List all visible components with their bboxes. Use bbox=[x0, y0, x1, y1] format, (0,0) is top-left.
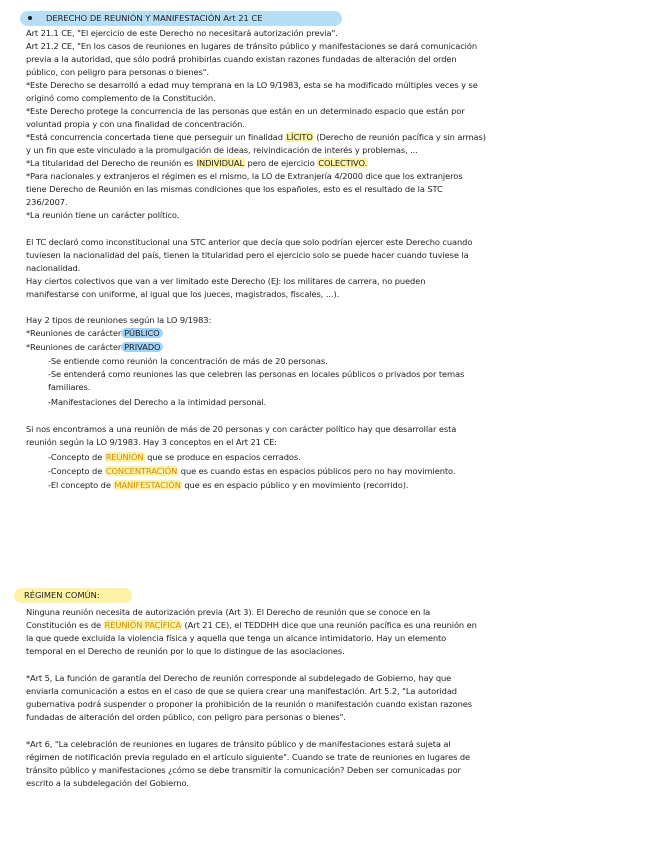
regimen-text: Constitución es de bbox=[26, 620, 101, 630]
intro-line-12: *Para nacionales y extranjeros el régimen es el mismo, la LO de Extranjería 4/2000 dice que los extranjeros bbox=[26, 171, 463, 181]
intro-line-5: *Este Derecho se desarrolló a edad muy temprana en la LO 9/1983, esta se ha modificado múltiples veces y se bbox=[26, 80, 478, 90]
tc-line-4: Hay ciertos colectivos que van a ver limitado este Derecho (EJ: los militares de carrera, no pueden bbox=[26, 276, 426, 286]
conceptos-line-5 bbox=[48, 479, 408, 492]
conceptos-text: que es en espacio público y en movimiento (recorrido). bbox=[184, 480, 409, 490]
intro-line-7: *Este Derecho protege la concurrencia de las personas que están en un determinado espacio que están por bbox=[26, 106, 465, 116]
tipos-line-7: -Manifestaciones del Derecho a la intimidad personal. bbox=[48, 397, 267, 407]
highlight-concentracion: CONCENTRACIÓN bbox=[105, 466, 178, 476]
regimen-line-3: la que quede excluida la violencia física y aquella que tenga un alcance intimidatorio. Hay un elemento bbox=[26, 633, 447, 643]
conceptos-line-1: Si nos encontramos a una reunión de más de 20 personas y con carácter político hay que desarrollar esta bbox=[26, 424, 457, 434]
regimen-highlight bbox=[14, 588, 132, 603]
regimen-line-7: gubernativa podrá suspender o proponer la prohibición de la reunión o manifestación cuando existan razones bbox=[26, 699, 473, 709]
highlight-manifestacion: MANIFESTACIÓN bbox=[114, 480, 181, 490]
conceptos-line-3 bbox=[48, 451, 301, 464]
regimen-line-2 bbox=[26, 619, 477, 632]
tipos-text: *Reuniones de carácter bbox=[26, 342, 122, 352]
conceptos-line-2: reunión según la LO 9/1983. Hay 3 conceptos en el Art 21 CE: bbox=[26, 437, 277, 447]
highlight-licito: LÍCITO bbox=[286, 132, 313, 142]
intro-line-10: y un fin que este vinculado a la promulgación de ideas, reivindicación de interés y problemas, ... bbox=[26, 145, 418, 155]
tc-line-1: El TC declaró como inconstitucional una STC anterior que decía que solo podrían ejercer este Derecho cuando bbox=[26, 237, 473, 247]
regimen-title: RÉGIMEN COMÚN: bbox=[24, 590, 100, 600]
intro-text: pero de ejercicio bbox=[247, 158, 315, 168]
intro-line-15: *La reunión tiene un carácter político. bbox=[26, 210, 180, 220]
regimen-line-1: Ninguna reunión necesita de autorización previa (Art 3). El Derecho de reunión que se conoce en la bbox=[26, 607, 431, 617]
tipos-text: *Reuniones de carácter bbox=[26, 328, 122, 338]
intro-text: *Está concurrencia concertada tiene que perseguir un finalidad bbox=[26, 132, 283, 142]
intro-line-1: Art 21.1 CE, "El ejercicio de este Derecho no necesitará autorización previa". bbox=[26, 28, 338, 38]
conceptos-text: -El concepto de bbox=[48, 480, 111, 490]
tipos-line-4: -Se entiende como reunión la concentración de más de 20 personas. bbox=[48, 356, 328, 366]
conceptos-line-4 bbox=[48, 465, 455, 478]
conceptos-text: -Concepto de bbox=[48, 466, 103, 476]
title-highlight bbox=[20, 11, 342, 26]
highlight-privado: PRIVADO bbox=[121, 342, 163, 352]
tipos-line-1: Hay 2 tipos de reuniones según la LO 9/1983: bbox=[26, 315, 212, 325]
intro-line-9 bbox=[26, 131, 486, 144]
bullet-icon bbox=[28, 16, 32, 20]
conceptos-text: -Concepto de bbox=[48, 452, 103, 462]
regimen-line-10: régimen de notificación previa regulado en el artículo siguiente". Cuando se trate de reuniones en lugares de bbox=[26, 752, 470, 762]
highlight-reunion-pacifica: REUNIÓN PACÍFICA bbox=[104, 620, 181, 630]
regimen-text: (Art 21 CE), el TEDDHH dice que una reunión pacífica es una reunión en bbox=[184, 620, 477, 630]
intro-line-13: tiene Derecho de Reunión en las mismas condiciones que los españoles, esto es el resultado de la STC bbox=[26, 184, 443, 194]
tc-line-5: manifestarse con uniforme, al igual que los jueces, magistrados, fiscales, ...). bbox=[26, 289, 340, 299]
highlight-reunion: REUNIÓN bbox=[105, 452, 144, 462]
intro-line-3: previa a la autoridad, que sólo podrá prohibirlas cuando existan razones fundadas de alteración del orden bbox=[26, 54, 457, 64]
intro-line-2: Art 21.2 CE, "En los casos de reuniones en lugares de tránsito público y manifestaciones se dará comunicación bbox=[26, 41, 478, 51]
intro-line-14: 236/2007. bbox=[26, 197, 68, 207]
tipos-line-5: -Se entenderá como reuniones las que celebren las personas en locales públicos o privados por temas bbox=[48, 369, 465, 379]
tipos-line-3 bbox=[26, 341, 163, 354]
conceptos-text: que se produce en espacios cerrados. bbox=[147, 452, 301, 462]
regimen-line-4: temporal en el Derecho de reunión por lo que lo distingue de las asociaciones. bbox=[26, 646, 345, 656]
intro-text: (Derecho de reunión pacífica y sin armas) bbox=[316, 132, 486, 142]
highlight-individual: INDIVIDUAL bbox=[196, 158, 244, 168]
intro-text: *La titularidad del Derecho de reunión es bbox=[26, 158, 194, 168]
intro-line-8: voluntad propia y con una finalidad de concentración. bbox=[26, 119, 245, 129]
highlight-publico: PÚBLICO bbox=[121, 328, 162, 338]
intro-line-4: público, con peligro para personas o bienes". bbox=[26, 67, 210, 77]
document-title: DERECHO DE REUNIÓN Y MANIFESTACIÓN Art 21 CE bbox=[46, 13, 263, 23]
regimen-line-9: *Art 6, "La celebración de reuniones en lugares de tránsito público y de manifestaciones estará sujeta al bbox=[26, 739, 451, 749]
highlight-colectivo: COLECTIVO. bbox=[318, 158, 368, 168]
regimen-line-5: *Art 5, La función de garantía del Derecho de reunión corresponde al subdelegado de Gobierno, hay que bbox=[26, 673, 452, 683]
regimen-line-8: fundadas de alteración del orden público, con peligro para personas o bienes". bbox=[26, 712, 346, 722]
tc-line-3: nacionalidad. bbox=[26, 263, 81, 273]
tipos-line-6: familiares. bbox=[48, 382, 91, 392]
regimen-line-12: escrito a la subdelegación del Gobierno. bbox=[26, 778, 189, 788]
tipos-line-2 bbox=[26, 327, 163, 340]
tc-line-2: tuviesen la nacionalidad del país, tienen la titularidad pero el ejercicio solo se puede hacer cuando tuviese la bbox=[26, 250, 469, 260]
intro-line-11 bbox=[26, 157, 368, 170]
conceptos-text: que es cuando estas en espacios públicos pero no hay movimiento. bbox=[180, 466, 456, 476]
intro-line-6: originó como complemento de la Constitución. bbox=[26, 93, 216, 103]
regimen-line-11: tránsito público y manifestaciones ¿cómo se debe transmitir la comunicación? Deben ser comunicadas por bbox=[26, 765, 461, 775]
regimen-line-6: enviarla comunicación a estos en el caso de que se quiera crear una manifestación. Art 5.2, "La autoridad bbox=[26, 686, 457, 696]
